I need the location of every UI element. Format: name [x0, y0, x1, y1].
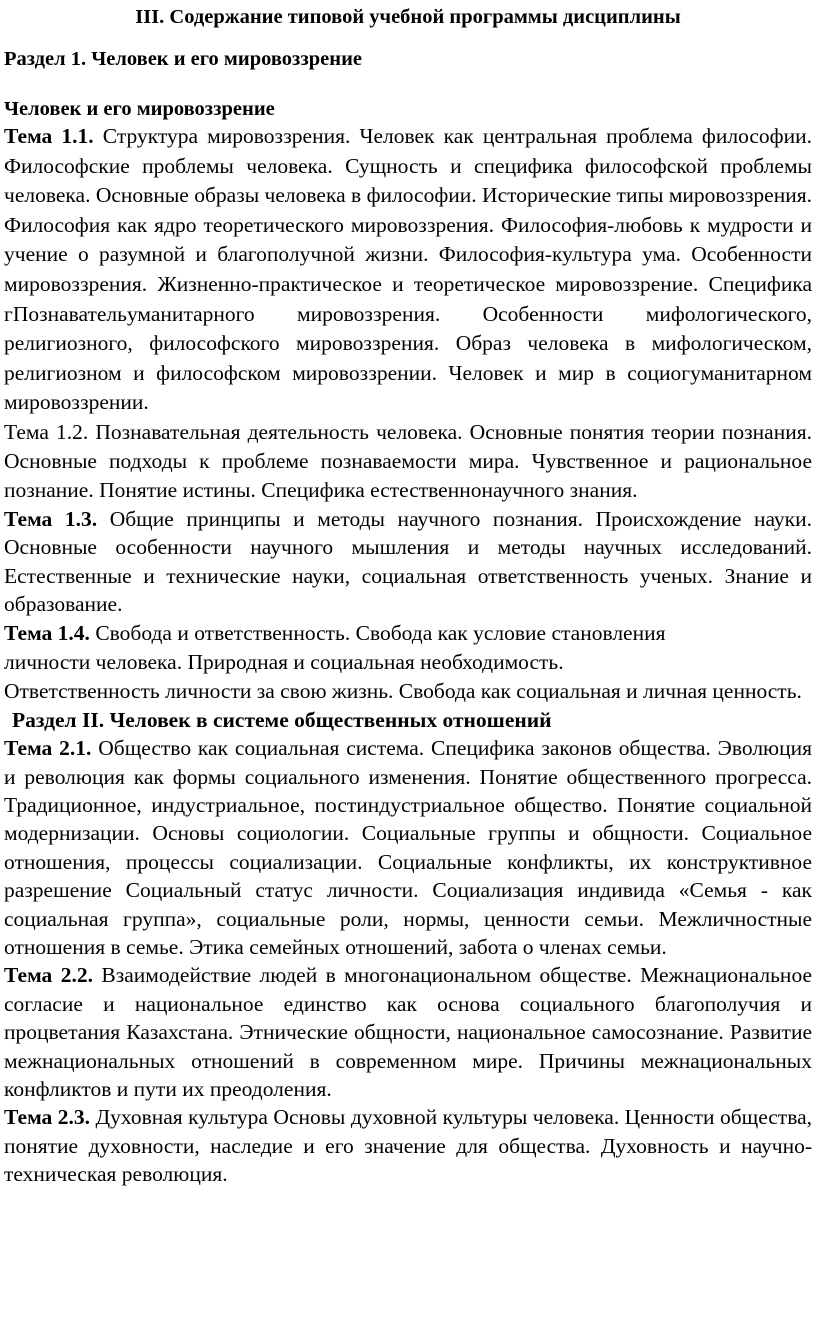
topic-2-2	[4, 961, 812, 1103]
topic-label: Тема 2.2.	[4, 963, 93, 988]
topic-1-3	[4, 505, 812, 619]
topic-text: Общество как социальная система. Специфика законов общества. Эволюция и революция как формы социального изменения. Понятие общественного прогресса. Традиционное, индустриальное, постиндустриальное общество. Понятие социальной модернизации. Основы социологии. Социальные группы и общности. Социальное отношения, процессы социализации. Социальные конфликты, их конструктивное разрешение Социальный статус личности. Социализация индивида «Семья - как социальная группа», социальные роли, нормы, ценности семьи. Межличностные отношения в семье. Этика семейных отношений, забота о членах семьи.	[4, 736, 813, 960]
topic-label: Тема 2.1.	[4, 736, 92, 761]
topic-2-1	[4, 734, 812, 961]
topic-1-1	[4, 122, 812, 418]
topic-2-3	[4, 1103, 812, 1188]
section-1-subheading: Человек и его мировоззрение	[4, 98, 275, 120]
topic-text-line-2: личности человека. Природная и социальная необходимость.	[4, 649, 564, 674]
topic-label: Тема 1.1.	[4, 124, 94, 148]
topic-label: Тема 2.3.	[4, 1105, 91, 1130]
topic-text: Тема 1.2. Познавательная деятельность человека. Основные понятия теории познания. Основные подходы к проблеме познаваемости мира. Чувственное и рациональное познание. Понятие истины. Специфика естественнонаучного знания.	[4, 419, 812, 502]
page-title: III. Содержание типовой учебной программы дисциплины	[135, 6, 681, 28]
topic-text: Общие принципы и методы научного познания. Происхождение науки. Основные особенности научного мышления и методы научных исследований. Естественные и технические науки, социальная ответственность ученых. Знание и образование.	[4, 506, 813, 617]
topic-1-4	[4, 619, 812, 707]
topic-text: Свобода и ответственность. Свобода как условие становления	[89, 620, 666, 645]
topic-label: Тема 1.4.	[4, 620, 90, 645]
document-page	[4, 4, 812, 1189]
topic-label: Тема 1.3.	[4, 506, 98, 531]
section-1-heading: Раздел 1. Человек и его мировоззрение	[4, 48, 362, 70]
topic-text: Структура мировоззрения. Человек как центральная проблема философии. Философские проблемы человека. Сущность и специфика философской проблемы человека. Основные образы человека в философии. Исторические типы мировоззрения. Философия как ядро теоретического мировоззрения. Философия-любовь к мудрости и учение о разумной и благополучной жизни. Философия-культура ума. Особенности мировоззрения. Жизненно-практическое и теоретическое мировоззрение. Специфика гПознавательуманитарного мировоззрения. Особенности мифологического, религиозного, философского мировоззрения. Образ человека в мифологическом, религиозном и философском мировоззрении. Человек и мир в социогуманитарном мировоззрении.	[4, 124, 812, 415]
topic-1-2	[4, 418, 812, 505]
topic-text: Взаимодействие людей в многонациональном обществе. Межнациональное согласие и национальное единство как основа социального благополучия и процветания Казахстана. Этнические общности, национальное самосознание. Развитие межнациональных отношений в современном мире. Причины межнациональных конфликтов и пути их преодоления.	[4, 963, 812, 1102]
section-2-heading: Раздел II. Человек в системе общественных отношений	[12, 708, 552, 733]
topic-text-line-3: Ответственность личности за свою жизнь. Свобода как социальная и личная ценность.	[4, 678, 802, 703]
topic-text: Духовная культура Основы духовной культуры человека. Ценности общества, понятие духовности, наследие и его значение для общества. Духовность и научно- техническая революция.	[4, 1105, 812, 1187]
